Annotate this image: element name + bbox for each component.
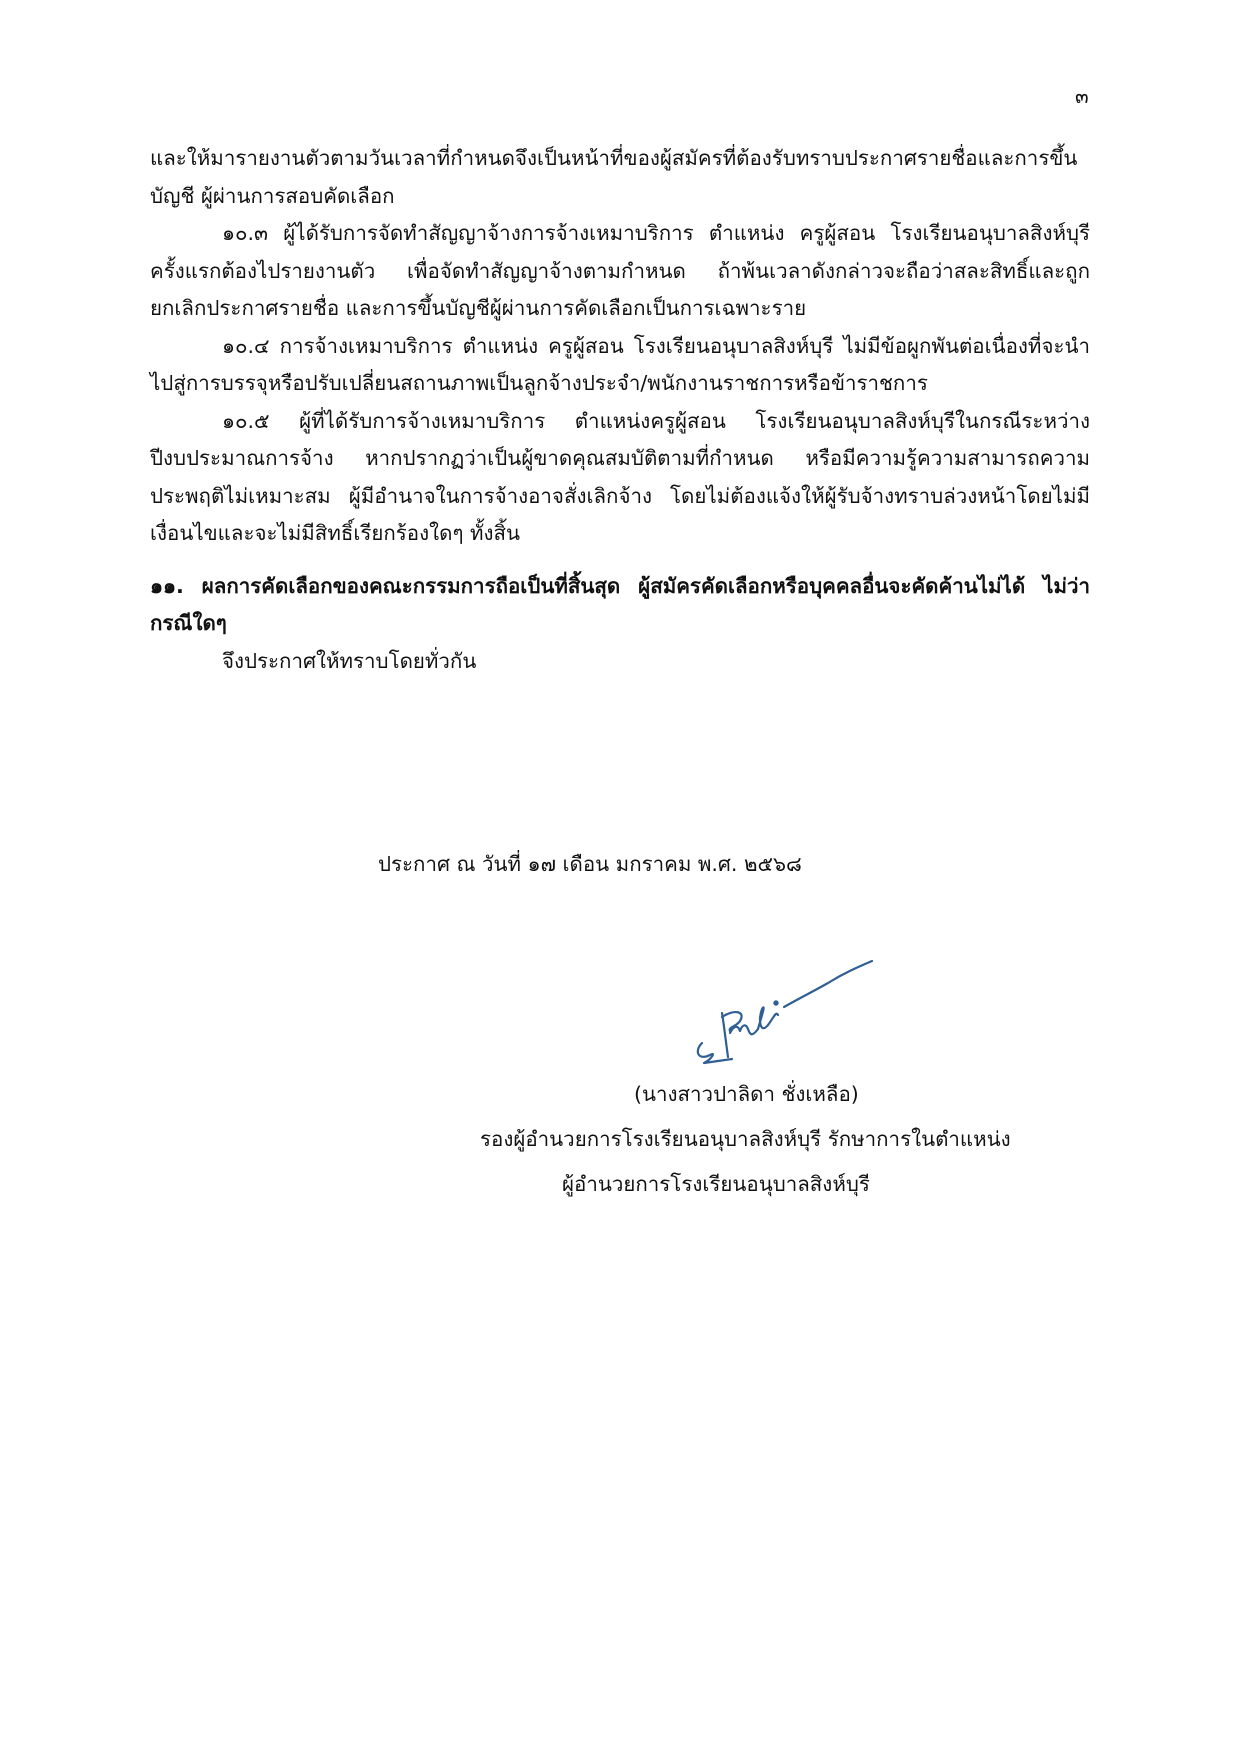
page-number: ๓ bbox=[1075, 84, 1089, 108]
signatory-position: รองผู้อำนวยการโรงเรียนอนุบาลสิงห์บุรี รักษาการในตำแหน่ง bbox=[480, 1127, 1011, 1151]
closing-statement: จึงประกาศให้ทราบโดยทั่วกัน bbox=[222, 648, 477, 673]
paragraph-continuation: และให้มารายงานตัวตามวันเวลาที่กำหนดจึงเป็นหน้าที่ของผู้สมัครที่ต้องรับทราบประกาศรายชื่อและการขึ้นบัญชี ผู้ผ่านการสอบคัดเลือก bbox=[150, 146, 1078, 208]
paragraph-10-5: ๑๐.๕ ผู้ที่ได้รับการจ้างเหมาบริการ ตำแหน่งครูผู้สอน โรงเรียนอนุบาลสิงห์บุรีในกรณีระหว่างปีงบประมาณการจ้าง หากปรากฏว่าเป็นผู้ขาดคุณสมบัติตามที่กำหนด หรือมีความรู้ความสามารถความประพฤติไม่เหมาะสม ผู้มีอำนาจในการจ้างอาจสั่งเลิกจ้าง โดยไม่ต้องแจ้งให้ผู้รับจ้างทราบล่วงหน้าโดยไม่มีเงื่อนไขและจะไม่มีสิทธิ์เรียกร้องใดๆ ทั้งสิ้น bbox=[150, 408, 1090, 545]
signature-block bbox=[480, 1072, 1100, 1207]
signatory-name: (นางสาวปาลิดา ชั่งเหลือ) bbox=[634, 1082, 859, 1106]
paragraph-11: ๑๑. ผลการคัดเลือกของคณะกรรมการถือเป็นที่สิ้นสุด ผู้สมัครคัดเลือกหรือบุคคลอื่นจะคัดค้านไม่ได้ ไม่ว่ากรณีใดๆ bbox=[150, 573, 1090, 635]
paragraph-10-3: ๑๐.๓ ผู้ได้รับการจัดทำสัญญาจ้างการจ้างเหมาบริการ ตำแหน่ง ครูผู้สอน โรงเรียนอนุบาลสิงห์บุรี ครั้งแรกต้องไปรายงานตัว เพื่อจัดทำสัญญาจ้างตามกำหนด ถ้าพ้นเวลาดังกล่าวจะถือว่าสละสิทธิ์และถูกยกเลิกประกาศรายชื่อ และการขึ้นบัญชีผู้ผ่านการคัดเลือกเป็นการเฉพาะราย bbox=[150, 221, 1090, 320]
handwritten-signature bbox=[688, 955, 878, 1070]
document-body bbox=[150, 140, 1090, 680]
paragraph-spacer bbox=[150, 553, 1090, 568]
signatory-acting-position: ผู้อำนวยการโรงเรียนอนุบาลสิงห์บุรี bbox=[562, 1172, 870, 1196]
paragraph-10-4: ๑๐.๔ การจ้างเหมาบริการ ตำแหน่ง ครูผู้สอน โรงเรียนอนุบาลสิงห์บุรี ไม่มีข้อผูกพันต่อเนื่องที่จะนำไปสู่การบรรจุหรือปรับเปลี่ยนสถานภาพเป็นลูกจ้างประจำ/พนักงานราชการหรือข้าราชการ bbox=[150, 333, 1090, 395]
announcement-date: ประกาศ ณ วันที่ ๑๗ เดือน มกราคม พ.ศ. ๒๕๖๘ bbox=[378, 852, 802, 876]
